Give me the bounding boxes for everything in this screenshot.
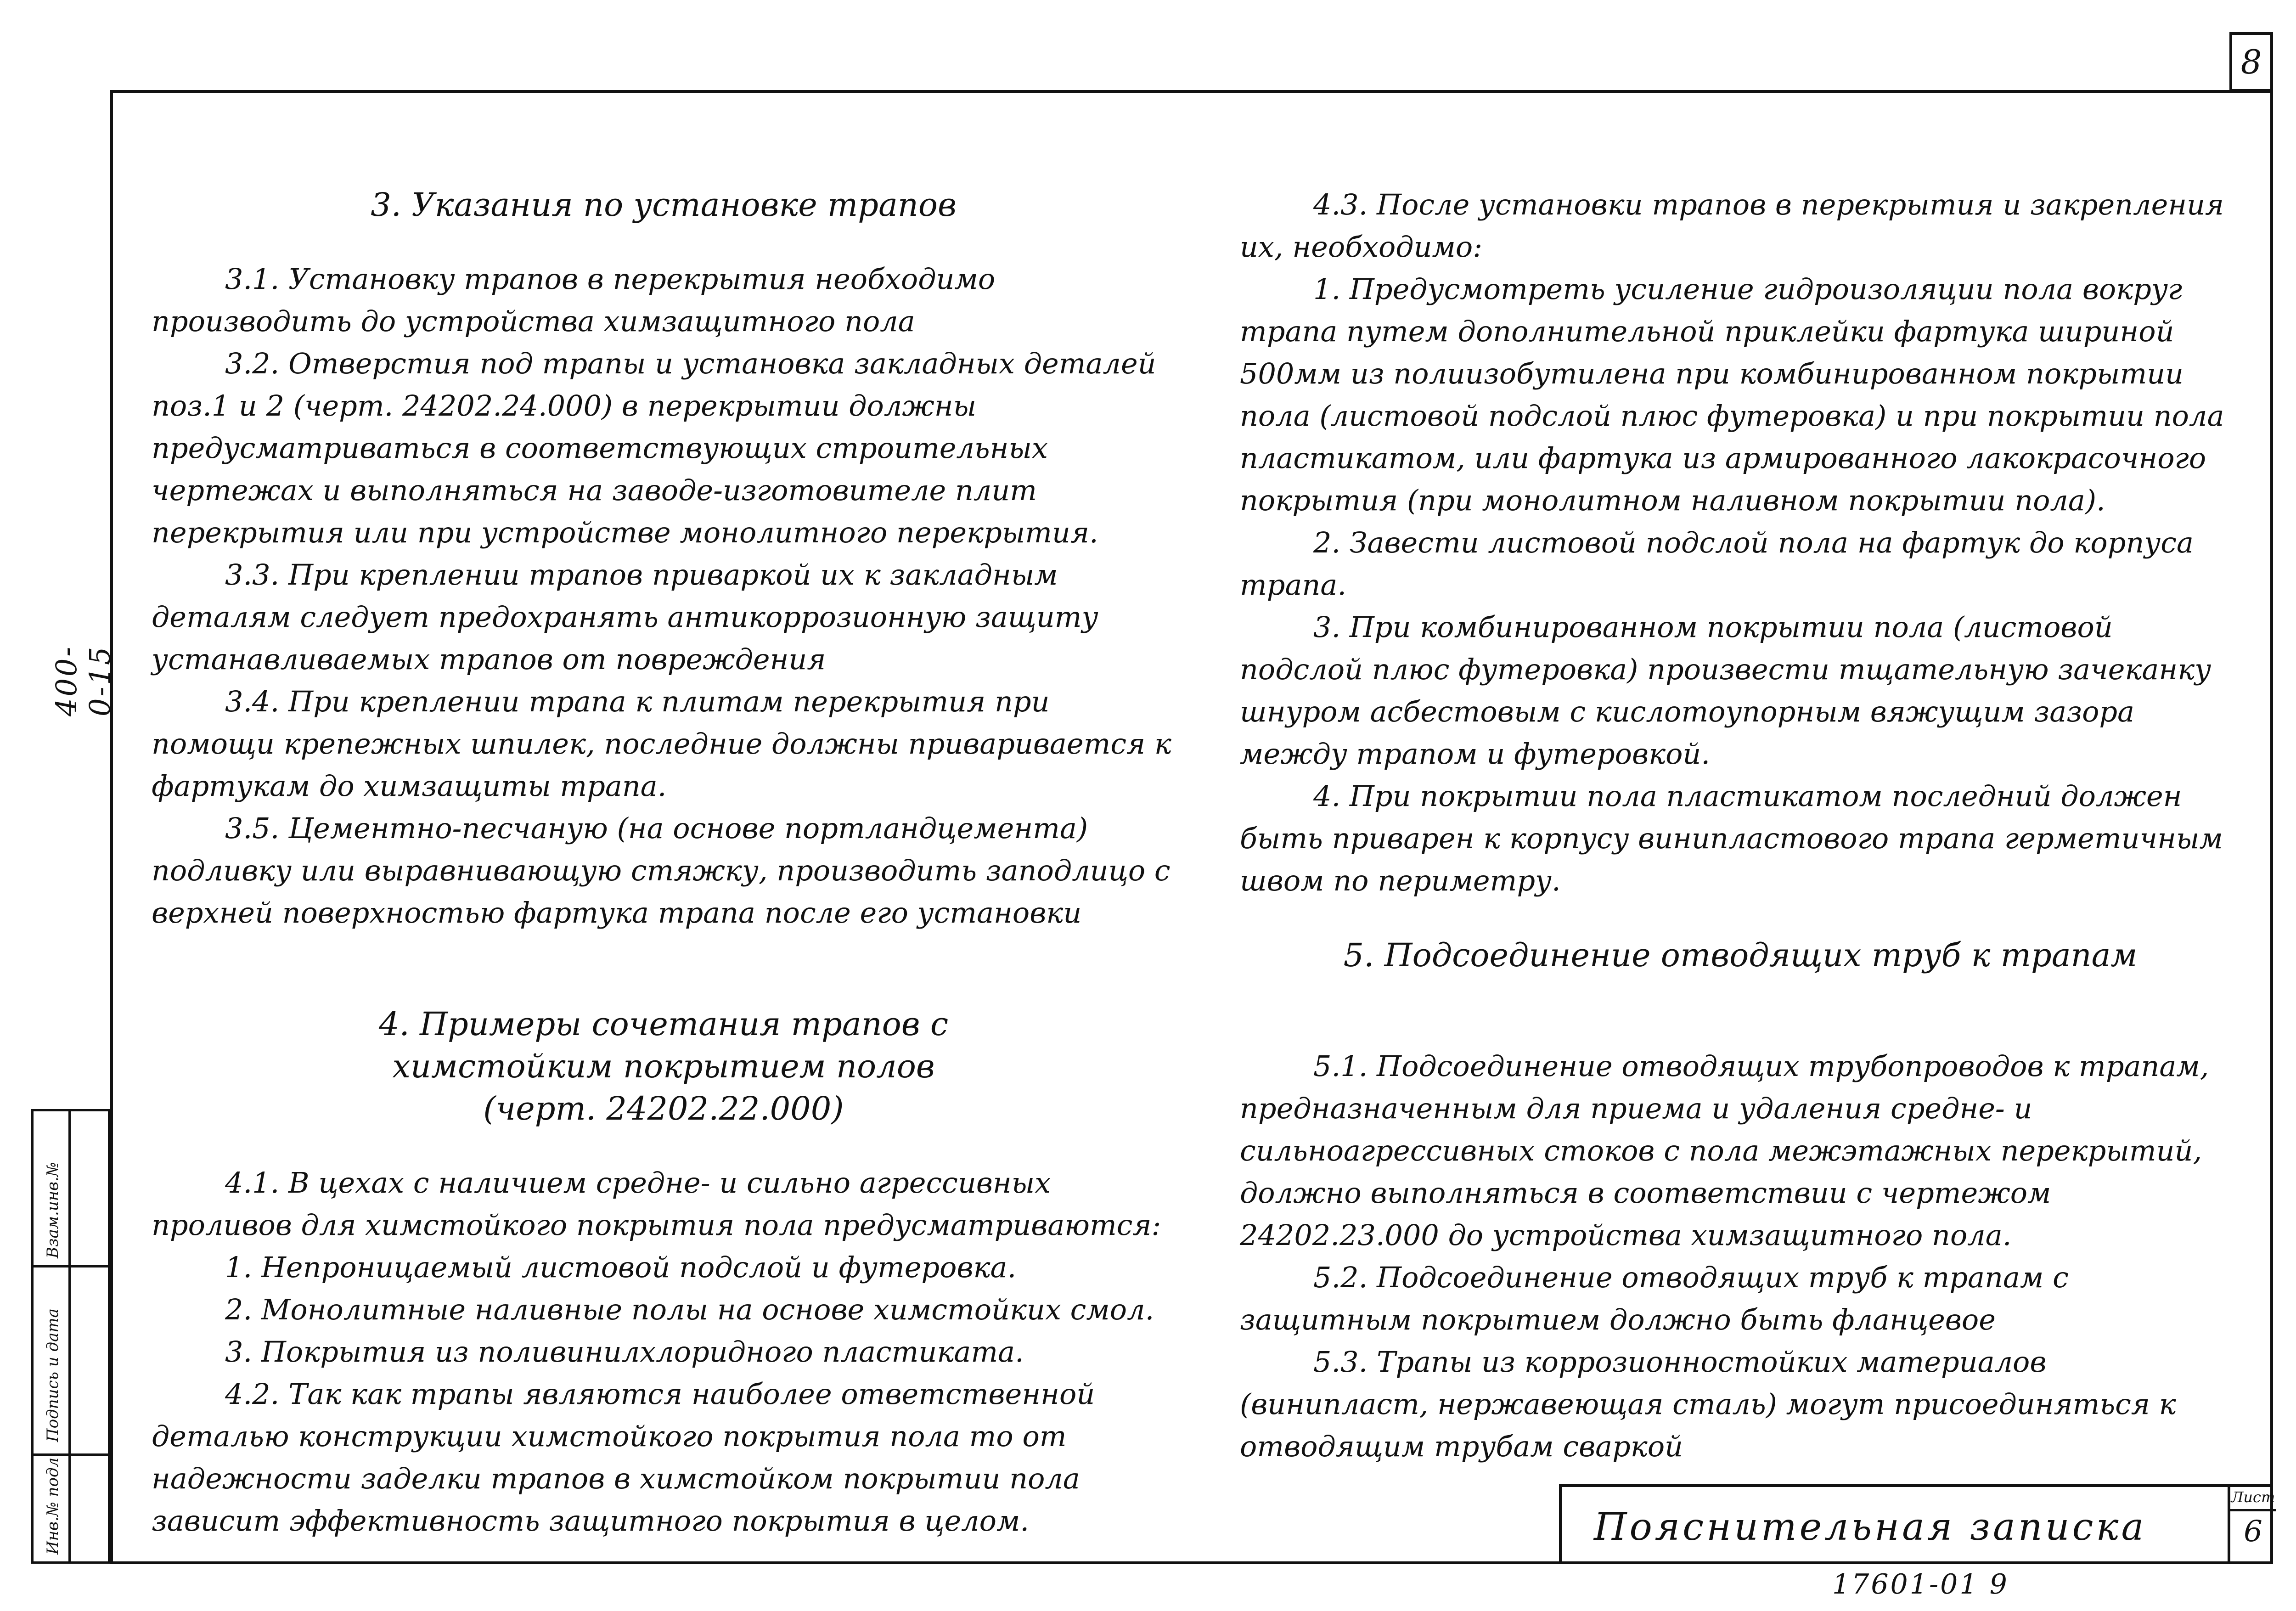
- title-block-sheet-label: Лист: [2230, 1487, 2276, 1511]
- stripe-label-signature: Подпись и дата: [44, 1308, 62, 1442]
- stripe-divider: [68, 1111, 71, 1561]
- section-4-title-line-2: химстойким покрытием полов: [392, 1048, 935, 1085]
- bottom-document-code: 17601-01 9: [1832, 1568, 2009, 1600]
- paragraph-3-1: 3.1. Установку трапов в перекрытия необходимо производить до устройства химзащитного пола: [152, 262, 996, 338]
- paragraph-3-5: 3.5. Цементно-песчаную (на основе портландцемента) подливку или выравнивающую стяжку, производить заподлицо с верхней поверхностью фартука трапа после его установки: [152, 811, 1171, 929]
- paragraph-4-2: 4.2. Так как трапы являются наиболее ответственной деталью конструкции химстойкого покрытия пола то от надежности заделки трапов в химстойком покрытии пола зависит эффективность защитного покрытия в целом.: [152, 1377, 1095, 1538]
- title-block-sheet-cell: [2228, 1487, 2276, 1564]
- title-block: [1559, 1484, 2273, 1564]
- side-document-code: 400-0-15: [50, 645, 117, 716]
- sheet-number: 8: [2240, 43, 2262, 81]
- paragraph-4-1: 4.1. В цехах с наличием средне- и сильно агрессивных проливов для химстойкого покрытия пола предусматриваются:: [152, 1166, 1161, 1242]
- left-column: [152, 184, 1176, 1542]
- paragraph-3-2: 3.2. Отверстия под трапы и установка закладных деталей поз.1 и 2 (черт. 24202.24.000) в перекрытии должны предусматриваться в соответствующих строительных чертежах и выполняться на заводе-изготовителе плит перекрытия или при устройстве монолитного перекрытия.: [152, 347, 1156, 549]
- title-block-sheet-value: 6: [2244, 1515, 2262, 1549]
- paragraph-4-1-item-3: 3. Покрытия из поливинилхлоридного пластиката.: [225, 1335, 1024, 1369]
- paragraph-4-3-item-3: 3. При комбинированном покрытии пола (листовой подслой плюс футеровка) произвести тщательную зачеканку шнуром асбестовым с кислотоупорным вяжущим зазора между трапом и футеровкой.: [1240, 610, 2212, 771]
- section-5-title: 5. Подсоединение отводящих труб к трапам: [1343, 936, 2138, 974]
- title-block-name: Пояснительная записка: [1594, 1505, 2147, 1549]
- section-4-title-line-1: 4. Примеры сочетания трапов с: [378, 1005, 949, 1043]
- paragraph-5-2: 5.2. Подсоединение отводящих труб к трапам с защитным покрытием должно быть фланцевое: [1240, 1261, 2069, 1336]
- sheet-number-box: [2229, 32, 2273, 92]
- paragraph-4-3-item-4: 4. При покрытии пола пластикатом последний должен быть приварен к корпусу винипластового трапа герметичным швом по периметру.: [1240, 779, 2223, 897]
- paragraph-3-4: 3.4. При креплении трапа к плитам перекрытия при помощи крепежных шпилек, последние должны приваривается к фартукам до химзащиты трапа.: [152, 685, 1171, 803]
- stripe-label-inv: Инв.№ подл.: [44, 1453, 62, 1555]
- approval-stripe: [31, 1109, 110, 1564]
- section-4-title-line-3: (черт. 24202.22.000): [483, 1090, 844, 1127]
- stripe-cell-line: [34, 1265, 108, 1267]
- paragraph-5-3: 5.3. Трапы из коррозионностойких материалов (винипласт, нержавеющая сталь) могут присоединяться к отводящим трубам сваркой: [1240, 1345, 2176, 1463]
- paragraph-5-1: 5.1. Подсоединение отводящих трубопроводов к трапам, предназначенным для приема и удаления средне- и сильноагрессивных стоков с пола межэтажных перекрытий, должно выполняться в соответствии с чертежом 24202.23.000 до устройства химзащитного пола.: [1240, 1049, 2209, 1252]
- stripe-label-replace: Взам.инв.№: [44, 1162, 62, 1258]
- paragraph-4-1-item-2: 2. Монолитные наливные полы на основе химстойких смол.: [225, 1293, 1154, 1326]
- paragraph-4-3: 4.3. После установки трапов в перекрытия и закрепления их, необходимо:: [1240, 188, 2224, 264]
- paragraph-4-3-item-2: 2. Завести листовой подслой пола на фартук до корпуса трапа.: [1240, 526, 2194, 602]
- section-3-title: 3. Указания по установке трапов: [371, 186, 957, 224]
- paragraph-4-1-item-1: 1. Непроницаемый листовой подслой и футеровка.: [225, 1250, 1017, 1284]
- right-column: [1240, 184, 2241, 1468]
- paragraph-4-3-item-1: 1. Предусмотреть усиление гидроизоляции пола вокруг трапа путем дополнительной приклейки фартука шириной 500мм из полиизобутилена при комбинированном покрытии пола (листовой подслой плюс футеровка) и при покрытии пола пластикатом, или фартука из армированного лакокрасочного покрытия (при монолитном наливном покрытии пола).: [1240, 272, 2224, 517]
- paragraph-3-3: 3.3. При креплении трапов приваркой их к закладным деталям следует предохранять антикоррозионную защиту устанавливаемых трапов от повреждения: [152, 558, 1098, 676]
